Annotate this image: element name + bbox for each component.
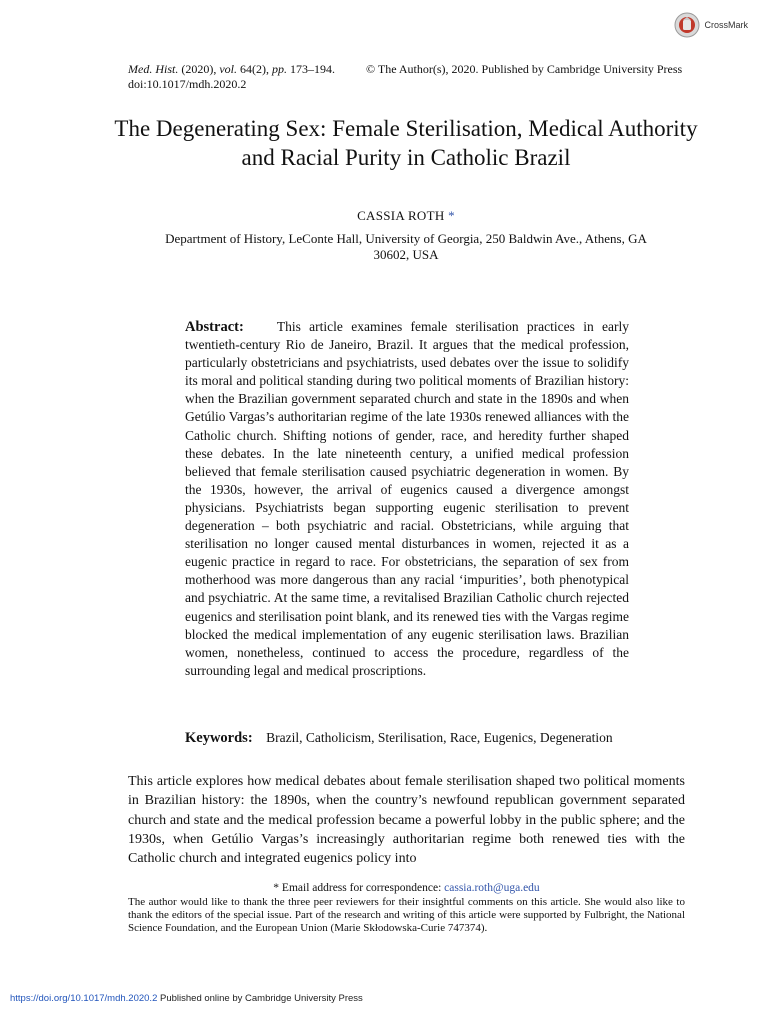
- author-footnote-marker[interactable]: *: [448, 208, 455, 223]
- author-affiliation: Department of History, LeConte Hall, University of Georgia, 250 Baldwin Ave., Athens, GA 30602, USA: [165, 231, 647, 262]
- acknowledgement-footnote: The author would like to thank the three peer reviewers for their insightful comments on this article. She would also like to thank the editors of the special issue. Part of the research and writing of this article were supported by Fulbright, the National Science Foundation, and the European Union (Marie Skłodowska-Curie 747374).: [128, 896, 685, 935]
- correspondence-prefix: * Email address for correspondence:: [273, 882, 442, 894]
- journal-name: Med. Hist.: [128, 62, 179, 76]
- crossmark-badge[interactable]: [674, 12, 748, 38]
- doi-text: doi:10.1017/mdh.2020.2: [128, 77, 247, 91]
- author-name: CASSIA ROTH: [357, 208, 445, 223]
- crossmark-label: CrossMark: [704, 20, 748, 30]
- pages-prefix: pp.: [272, 62, 287, 76]
- keywords-section: [185, 729, 629, 747]
- journal-volume: 64(2),: [240, 62, 269, 76]
- abstract-text: This article examines female sterilisation practices in early twentieth-century Rio de Janeiro, Brazil. It argues that the medical profession, particularly obstetricians and psychiatrists, used debates over the issue to solidify its moral and political standing during two political moments of Brazilian history: when the Brazilian government separated church and state in the 1890s and when Getúlio Vargas’s authoritarian regime of the late 1930s renewed alliances with the Catholic church. Shifting notions of gender, race, and heredity further shaped these debates. In the late nineteenth century, a unified medical profession believed that female sterilisation caused psychiatric degeneration in women. By the 1930s, however, the arrival of eugenics caused a divergence amongst physicians. Psychiatrists began supporting eugenic sterilisation to prevent degeneration – both psychiatric and racial. Obstetricians, while arguing that sterilisation no longer caused mental disturbances in women, rejected it as a eugenic practice in regard to race. For obstetricians, the separation of sex from motherhood was more dangerous than any racial ‘impurities’, both phenotypical and psychiatric. At the same time, a revitalised Brazilian Catholic church rejected eugenics and sterilisation point blank, and its renewed ties with the Vargas regime blocked the medical implementation of any eugenic sterilisation laws. Brazilian women, nonetheless, continued to access the procedure, regardless of the surrounding legal and medical proscriptions.: [185, 319, 629, 678]
- volume-prefix: vol.: [219, 62, 237, 76]
- article-title: The Degenerating Sex: Female Sterilisation, Medical Authority and Racial Purity in Catholic Brazil: [114, 116, 698, 170]
- correspondence-email-link[interactable]: cassia.roth@uga.edu: [444, 882, 540, 894]
- crossmark-icon: [674, 12, 700, 38]
- footer-doi-link[interactable]: https://doi.org/10.1017/mdh.2020.2: [10, 993, 158, 1004]
- keywords-label: Keywords:: [185, 730, 253, 746]
- correspondence-footnote: [128, 882, 685, 894]
- copyright-notice: © The Author(s), 2020. Published by Cambridge University Press: [366, 62, 683, 76]
- author-line: [0, 208, 768, 224]
- citation-header: [128, 62, 335, 92]
- keywords-text: Brazil, Catholicism, Sterilisation, Race, Eugenics, Degeneration: [266, 730, 613, 745]
- abstract-label: Abstract:: [185, 319, 244, 335]
- journal-year: (2020),: [181, 62, 217, 76]
- page-footer: [10, 993, 363, 1004]
- body-paragraph: This article explores how medical debates about female sterilisation shaped two political moments in Brazilian history: the 1890s, when the country’s newfound republican government separated church and state and the medical profession became a powerful lobby in the public sphere; and the 1930s, when Getúlio Vargas’s increasingly authoritarian regime both renewed ties with the Catholic church and integrated eugenics policy into: [128, 774, 685, 867]
- footer-published: Published online by Cambridge University Press: [160, 993, 363, 1004]
- abstract-section: [185, 318, 629, 680]
- journal-pages: 173–194.: [290, 62, 335, 76]
